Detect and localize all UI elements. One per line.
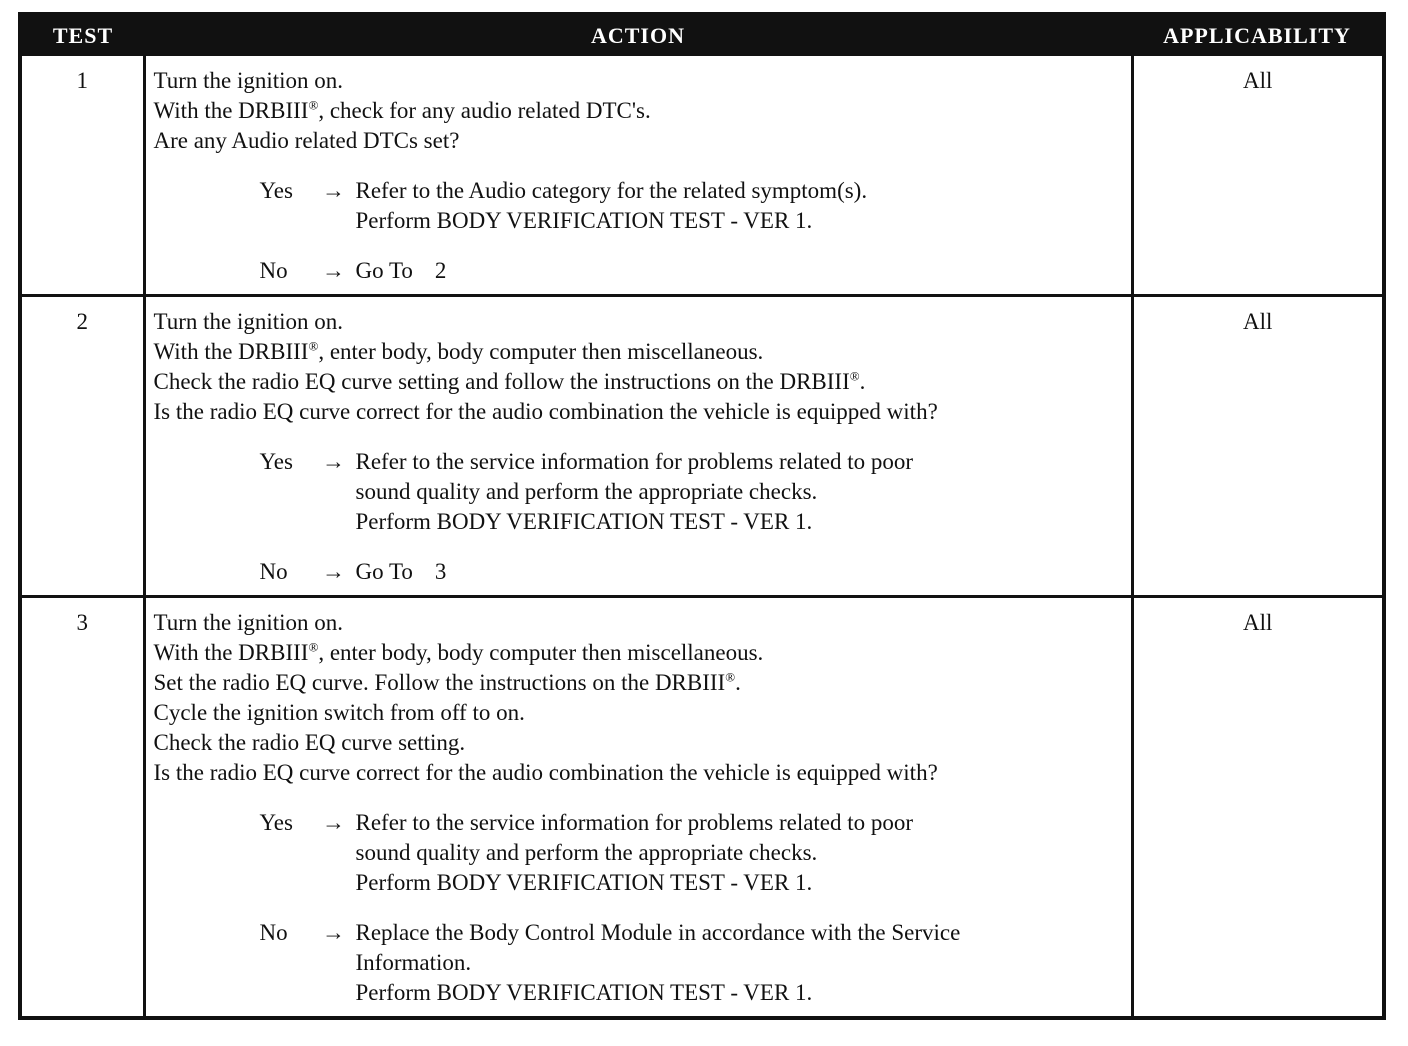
no-instructions xyxy=(356,256,1121,286)
test-action xyxy=(144,597,1132,1017)
test-row-3 xyxy=(22,597,1382,1017)
yes-outcome xyxy=(154,176,1121,236)
step-text: Set the radio EQ curve. Follow the instructions on the DRBIII®. xyxy=(153,669,741,695)
no-instructions xyxy=(356,918,1121,1008)
header-applicability: APPLICABILITY xyxy=(1163,23,1351,48)
instruction-text: sound quality and perform the appropriate checks. xyxy=(355,479,818,504)
test-number: 2 xyxy=(22,296,144,597)
yes-outcome xyxy=(154,808,1121,898)
table-header-row xyxy=(22,16,1382,56)
instruction-text: Perform BODY VERIFICATION TEST - VER 1. xyxy=(355,870,813,895)
yes-instructions xyxy=(356,176,1121,236)
no-outcome xyxy=(154,557,1121,587)
step-text: Check the radio EQ curve setting. xyxy=(153,730,466,755)
step-text: Is the radio EQ curve correct for the audio combination the vehicle is equipped with? xyxy=(153,399,938,424)
instruction-text: Replace the Body Control Module in accordance with the Service xyxy=(355,920,961,945)
diagnostic-table-frame xyxy=(18,12,1386,1020)
diagnostic-test-table xyxy=(22,16,1382,1016)
step-text: Turn the ignition on. xyxy=(153,309,344,334)
no-instructions xyxy=(356,557,1121,587)
header-test: TEST xyxy=(52,23,114,48)
right-arrow-icon: → xyxy=(322,559,345,584)
goto-target: 3 xyxy=(434,559,447,584)
instruction-text: Refer to the service information for problems related to poor xyxy=(355,449,914,474)
yes-instructions xyxy=(356,447,1121,537)
no-label: No xyxy=(259,920,288,945)
instruction-text: Refer to the Audio category for the related symptom(s). xyxy=(355,178,868,203)
test-row-1 xyxy=(22,56,1382,296)
step-text: Turn the ignition on. xyxy=(153,610,344,635)
applicability-value: All xyxy=(1243,68,1273,93)
goto-text: Go To xyxy=(355,258,413,283)
right-arrow-icon: → xyxy=(322,178,345,203)
yes-instructions xyxy=(356,808,1121,898)
step-text: Is the radio EQ curve correct for the audio combination the vehicle is equipped with? xyxy=(153,760,938,785)
no-label: No xyxy=(259,258,288,283)
no-outcome xyxy=(154,256,1121,286)
right-arrow-icon: → xyxy=(322,810,345,835)
instruction-text: Perform BODY VERIFICATION TEST - VER 1. xyxy=(355,980,813,1005)
yes-outcome xyxy=(154,447,1121,537)
test-number: 1 xyxy=(22,56,144,296)
header-action: ACTION xyxy=(590,23,685,48)
applicability-value: All xyxy=(1132,296,1382,597)
no-label: No xyxy=(259,559,288,584)
instruction-text: sound quality and perform the appropriate checks. xyxy=(355,840,818,865)
instruction-text: Information. xyxy=(355,950,472,975)
step-text: Are any Audio related DTCs set? xyxy=(153,128,460,153)
right-arrow-icon: → xyxy=(322,920,345,945)
yes-label: Yes xyxy=(259,178,293,203)
instruction-text: Perform BODY VERIFICATION TEST - VER 1. xyxy=(355,509,813,534)
applicability-value: All xyxy=(1132,597,1382,1017)
instruction-text: Perform BODY VERIFICATION TEST - VER 1. xyxy=(355,208,813,233)
right-arrow-icon: → xyxy=(322,449,345,474)
goto-target: 2 xyxy=(434,258,447,283)
right-arrow-icon: → xyxy=(322,258,345,283)
step-text: Cycle the ignition switch from off to on. xyxy=(153,700,525,725)
test-row-2 xyxy=(22,296,1382,597)
test-action xyxy=(144,56,1132,296)
yes-label: Yes xyxy=(259,810,293,835)
step-text: With the DRBIII®, enter body, body computer then miscellaneous. xyxy=(153,639,764,665)
instruction-text: Refer to the service information for problems related to poor xyxy=(355,810,914,835)
goto-text: Go To xyxy=(355,559,413,584)
step-text: Turn the ignition on. xyxy=(153,68,344,93)
step-text: Check the radio EQ curve setting and follow the instructions on the DRBIII®. xyxy=(153,368,866,394)
test-action xyxy=(144,296,1132,597)
step-text: With the DRBIII®, enter body, body computer then miscellaneous. xyxy=(153,338,764,364)
no-outcome xyxy=(154,918,1121,1008)
step-text: With the DRBIII®, check for any audio related DTC's. xyxy=(153,97,651,123)
yes-label: Yes xyxy=(259,449,293,474)
test-number: 3 xyxy=(22,597,144,1017)
